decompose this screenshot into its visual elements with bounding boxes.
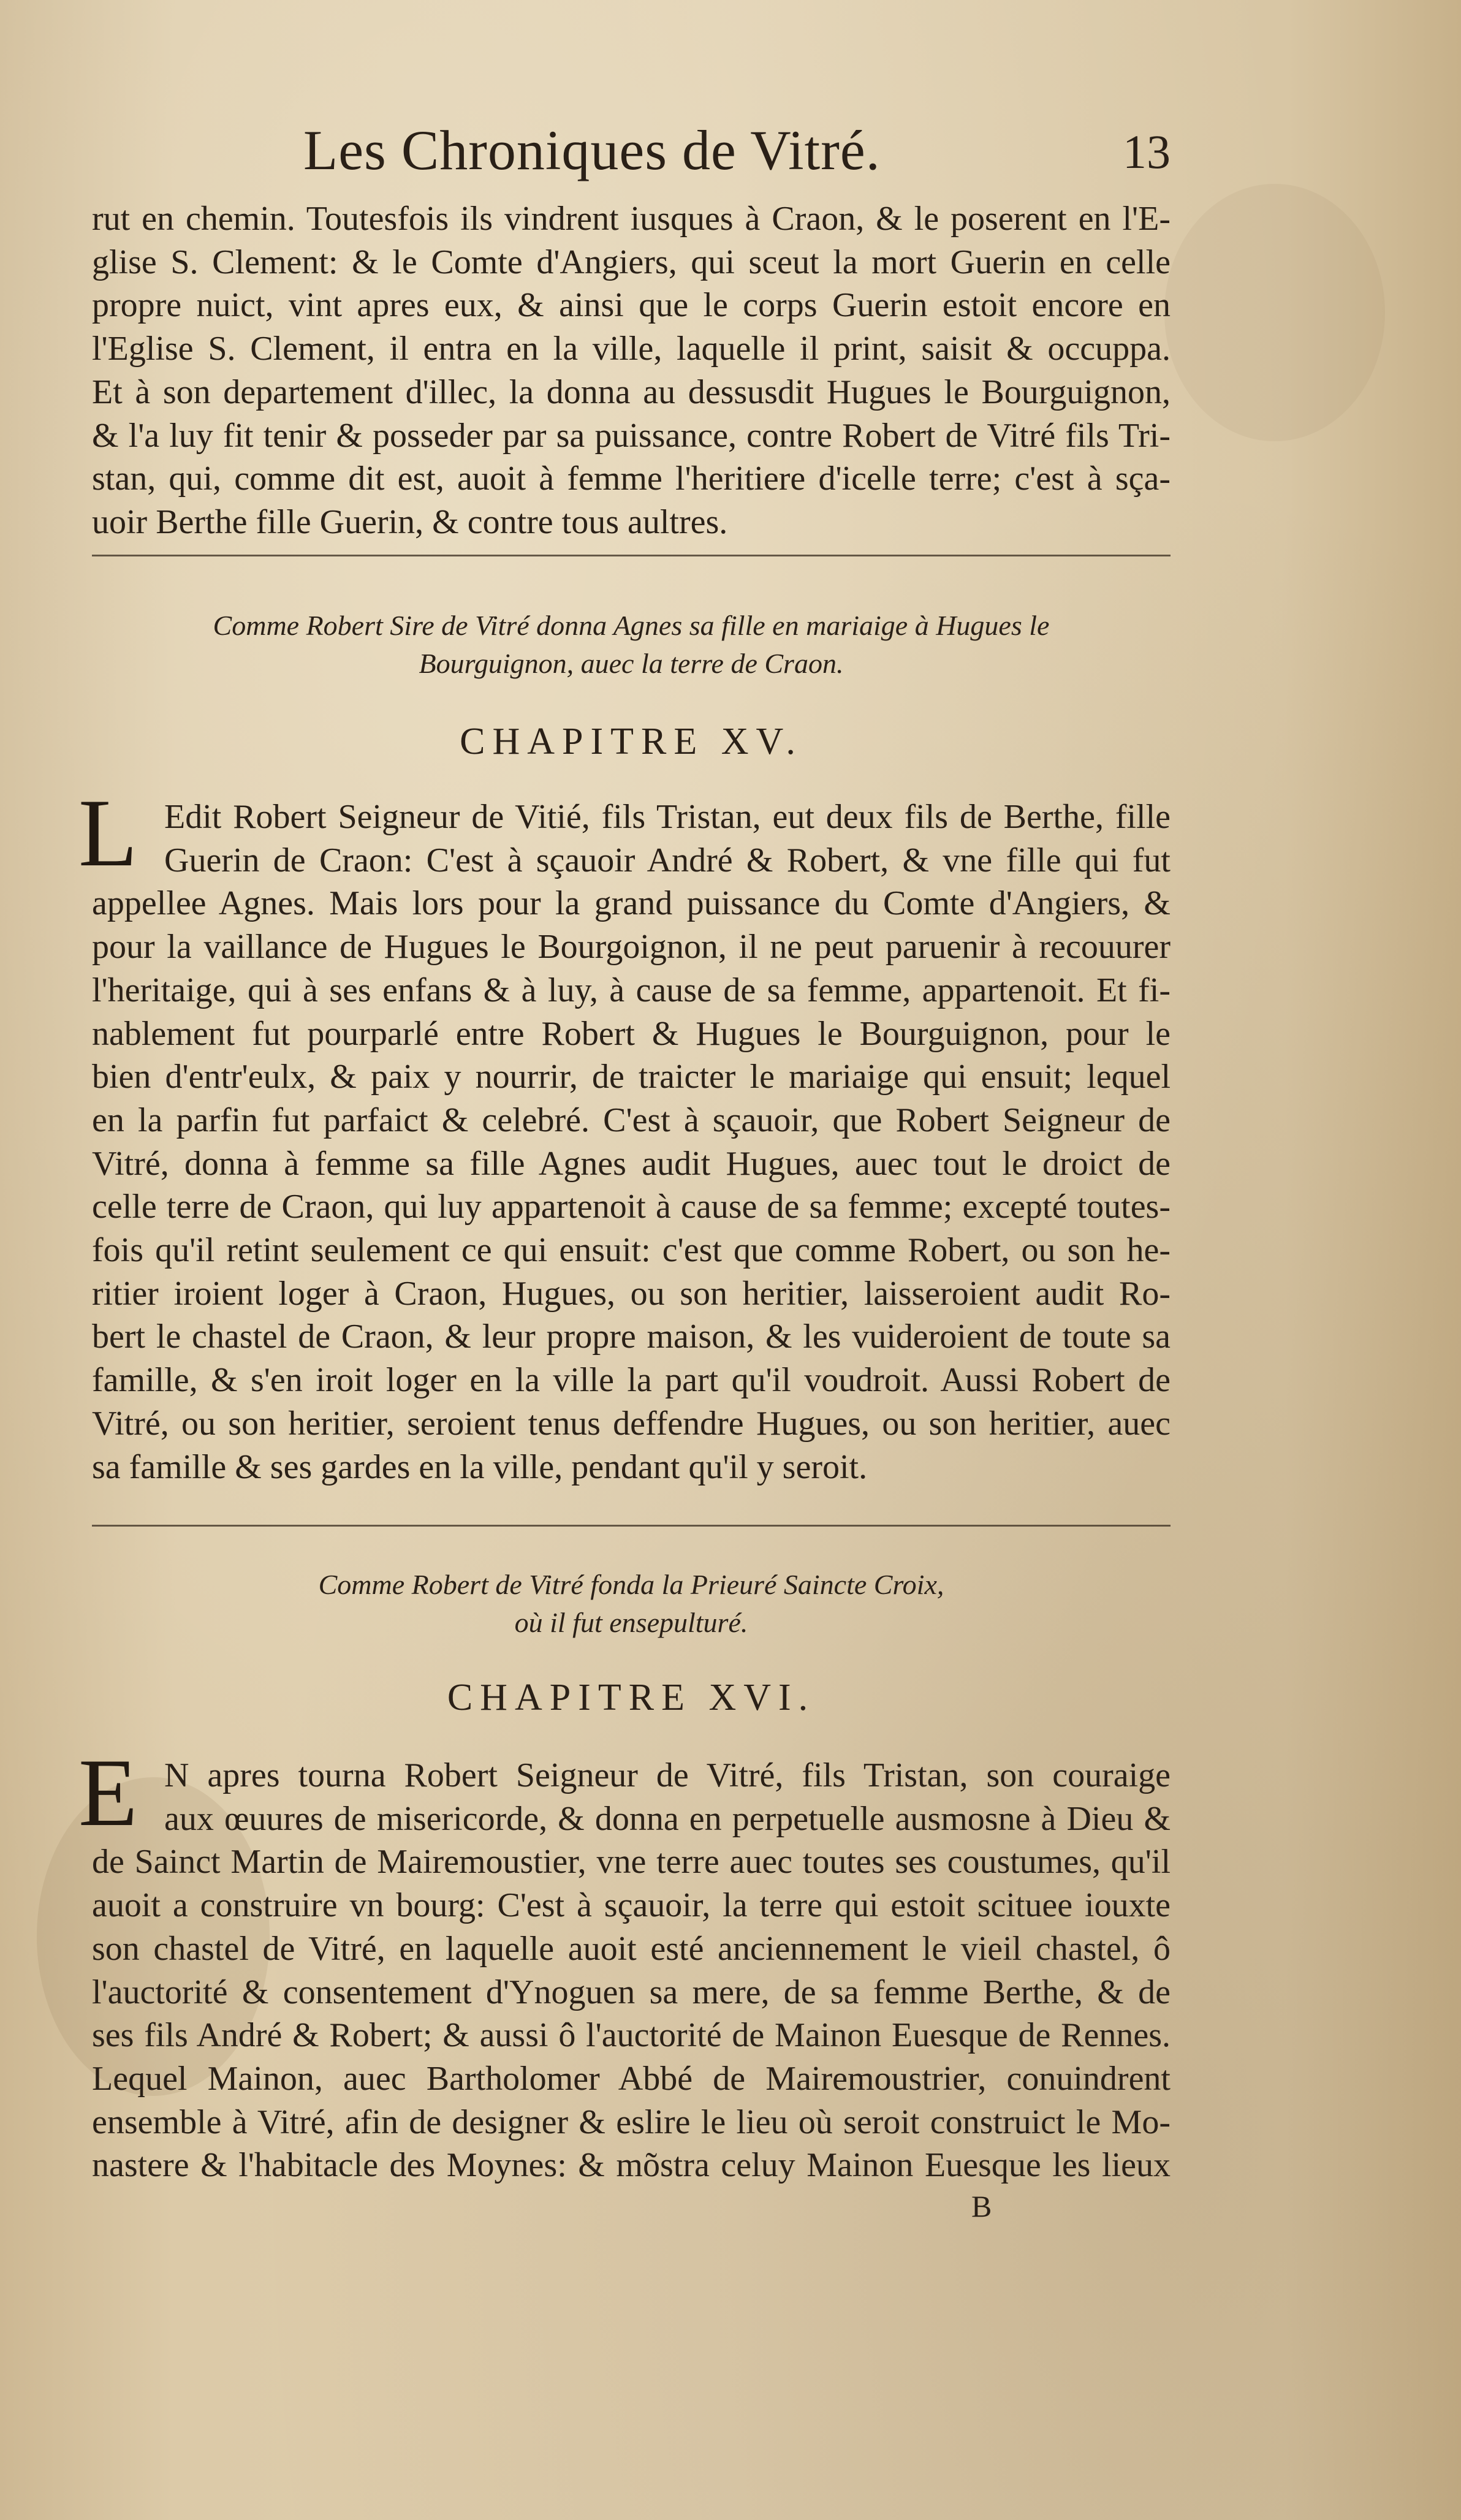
text-line: stan, qui, comme dit est, auoit à femme l'heritiere d'icelle terre; c'est à sça-: [92, 460, 1171, 498]
text-line: glise S. Clement: & le Comte d'Angiers, qui sceut la mort Guerin en celle: [92, 243, 1171, 281]
chapter-16-heading: CHAPITRE XVI.: [447, 1677, 816, 1718]
text-line: Vitré, ou son heritier, seroient tenus deffendre Hugues, ou son heritier, auec: [92, 1404, 1171, 1443]
text-line: N apres tourna Robert Seigneur de Vitré, fils Tristan, son couraige: [164, 1756, 1171, 1794]
caption-line: où il fut ensepulturé.: [514, 1607, 748, 1638]
section-rule: [92, 555, 1171, 556]
text-line: uoir Berthe fille Guerin, & contre tous aultres.: [92, 503, 728, 541]
text-line: Et à son departement d'illec, la donna au dessusdit Hugues le Bourguignon,: [92, 373, 1171, 411]
chapter-16-summary: [92, 1566, 1171, 1642]
text-line: bien d'entr'eulx, & paix y nourrir, de traicter le mariaige qui ensuit; lequel: [92, 1058, 1171, 1096]
caption-line: Comme Robert de Vitré fonda la Prieuré Saincte Croix,: [318, 1569, 944, 1600]
text-line: ensemble à Vitré, afin de designer & eslire le lieu où seroit construict le Mo-: [92, 2103, 1171, 2141]
paper-stain: [1164, 184, 1385, 441]
continuation-text: [92, 197, 1171, 544]
chapter-16-text: [78, 1739, 1171, 2187]
text-line: l'heritaige, qui à ses enfans & à luy, à cause de sa femme, appartenoit. Et fi-: [92, 971, 1171, 1009]
signature-mark: B: [971, 2189, 992, 2223]
caption-line: Bourguignon, auec la terre de Craon.: [419, 648, 844, 679]
text-line: celle terre de Craon, qui luy appartenoit à cause de sa femme; excepté toutes-: [92, 1188, 1171, 1226]
text-line: nablement fut pourparlé entre Robert & Hugues le Bourguignon, pour le: [92, 1014, 1171, 1053]
text-line: propre nuict, vint apres eux, & ainsi que le corps Guerin estoit encore en: [92, 286, 1171, 325]
chapter-15-text: [78, 780, 1171, 1489]
text-line: l'auctorité & consentement d'Ynoguen sa mere, de sa femme Berthe, & de: [92, 1973, 1171, 2011]
text-line: auoit a construire vn bourg: C'est à sçauoir, la terre qui estoit scituee iouxte: [92, 1886, 1171, 1925]
drop-cap: E: [78, 1739, 138, 1846]
text-line: & l'a luy fit tenir & posseder par sa puissance, contre Robert de Vitré fils Tri-: [92, 416, 1171, 455]
text-line: sa famille & ses gardes en la ville, pendant qu'il y seroit.: [92, 1448, 868, 1486]
text-line: Vitré, donna à femme sa fille Agnes audit Hugues, auec tout le droict de: [92, 1144, 1171, 1183]
text-line: bert le chastel de Craon, & leur propre maison, & les vuideroient de toute sa: [92, 1318, 1171, 1356]
text-line: son chastel de Vitré, en laquelle auoit esté anciennement le vieil chastel, ô: [92, 1929, 1171, 1968]
chapter-15-heading: CHAPITRE XV.: [460, 721, 803, 762]
text-line: fois qu'il retint seulement ce qui ensuit: c'est que comme Robert, ou son he-: [92, 1231, 1171, 1270]
text-line: aux œuures de misericorde, & donna en perpetuelle ausmosne à Dieu &: [164, 1799, 1171, 1838]
text-line: Edit Robert Seigneur de Vitié, fils Tristan, eut deux fils de Berthe, fille: [164, 798, 1171, 836]
drop-cap: L: [78, 780, 138, 887]
text-line: rut en chemin. Toutesfois ils vindrent iusques à Craon, & le poserent en l'E-: [92, 200, 1171, 238]
running-head: [92, 116, 1171, 190]
text-line: appellee Agnes. Mais lors pour la grand puissance du Comte d'Angiers, &: [92, 884, 1171, 923]
text-line: de Sainct Martin de Mairemoustier, vne terre auec toutes ses coustumes, qu'il: [92, 1843, 1171, 1881]
text-line: Guerin de Craon: C'est à sçauoir André & Robert, & vne fille qui fut: [164, 841, 1171, 879]
text-line: ritier iroient loger à Craon, Hugues, ou son heritier, laisseroient audit Ro-: [92, 1274, 1171, 1313]
chapter-15-summary: [92, 607, 1171, 683]
text-line: famille, & s'en iroit loger en la ville la part qu'il voudroit. Aussi Robert de: [92, 1361, 1171, 1400]
text-line: Lequel Mainon, auec Bartholomer Abbé de Mairemoustrier, conuindrent: [92, 2059, 1171, 2098]
caption-line: Comme Robert Sire de Vitré donna Agnes sa fille en mariaige à Hugues le: [213, 610, 1050, 641]
running-title: Les Chroniques de Vitré.: [303, 119, 881, 181]
text-line: l'Eglise S. Clement, il entra en la ville, laquelle il print, saisit & occuppa.: [92, 330, 1171, 368]
text-line: en la parfin fut parfaict & celebré. C'est à sçauoir, que Robert Seigneur de: [92, 1101, 1171, 1139]
text-line: nastere & l'habitacle des Moynes: & mõstra celuy Mainon Euesque les lieux: [92, 2146, 1171, 2185]
page-number: 13: [1123, 125, 1171, 178]
text-line: ses fils André & Robert; & aussi ô l'auctorité de Mainon Euesque de Rennes.: [92, 2016, 1171, 2055]
text-line: pour la vaillance de Hugues le Bourgoignon, il ne peut paruenir à recouurer: [92, 928, 1171, 966]
section-rule: [92, 1525, 1171, 1527]
